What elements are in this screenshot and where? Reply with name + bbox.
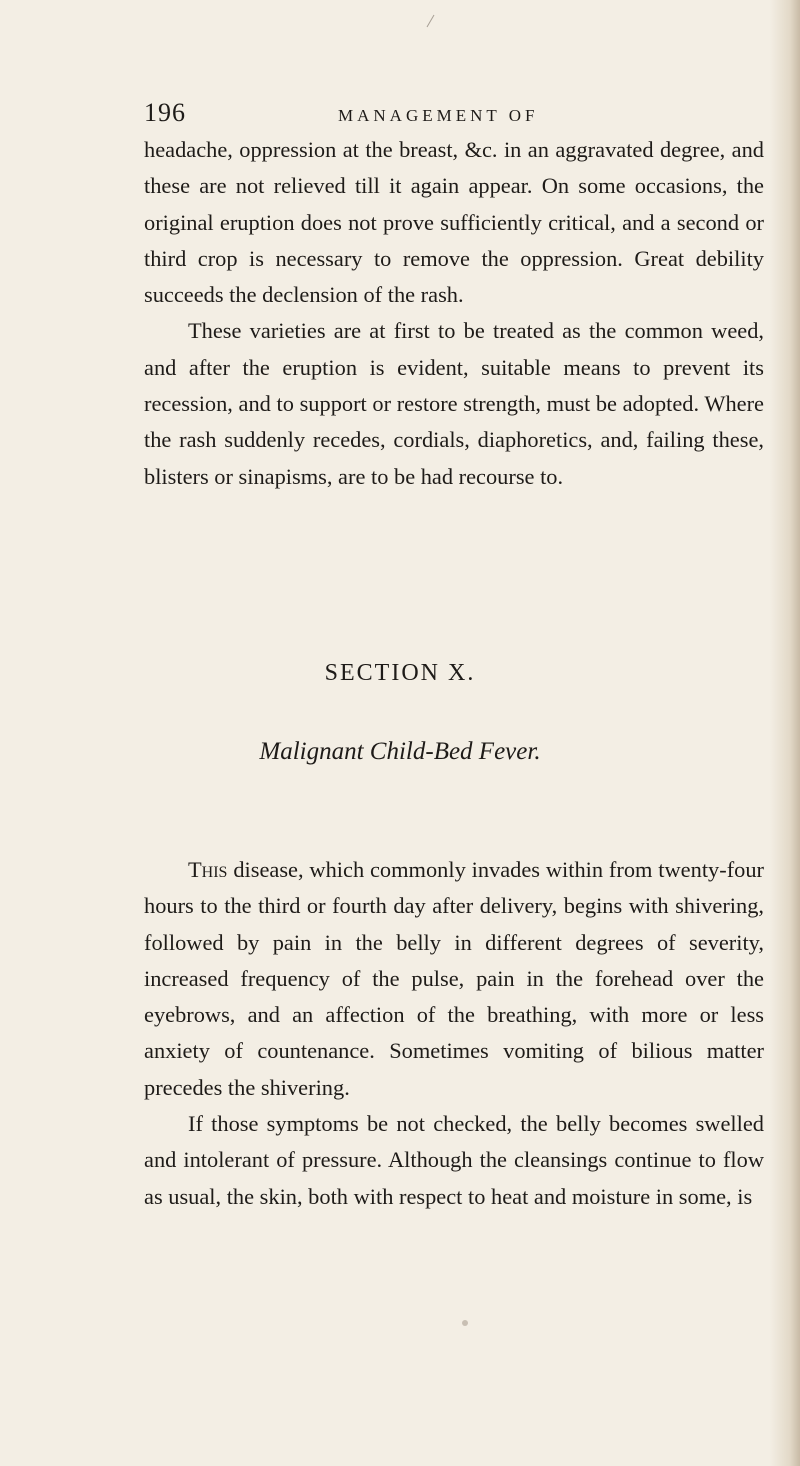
section-title: SECTION X. — [324, 660, 476, 686]
text-block-bottom — [144, 852, 764, 1215]
running-head: MANAGEMENT OF — [338, 106, 539, 125]
paragraph-disease-description — [144, 852, 764, 1106]
paragraph-symptoms: If those symptoms be not checked, the belly becomes swelled and intolerant of pressure. Although the cleansings continue to flow as usual, the skin, both with respect to heat and moisture in some, is — [144, 1111, 764, 1209]
pencil-mark — [427, 15, 435, 28]
paragraph-continued: headache, oppression at the breast, &c. in an aggravated degree, and these are not relieved till it again appear. On some occasions, the original eruption does not prove sufficiently critical, and a second or third crop is necessary to remove the oppression. Great debility succeeds the declension of the rash. — [144, 137, 764, 308]
paragraph-lead-word: This — [188, 857, 228, 882]
page-number: 196 — [144, 98, 186, 127]
paragraph-treatment: These varieties are at first to be treated as the common weed, and after the eruption is evident, suitable means to prevent its recession, and to support or restore strength, must be adopted. Where the rash suddenly recedes, cordials, diaphoretics, and, failing these, blisters or sinapisms, are to be had recourse to. — [144, 318, 764, 489]
section-subtitle: Malignant Child-Bed Fever. — [259, 738, 541, 765]
paper-spot — [462, 1320, 468, 1326]
text-block-top — [144, 132, 764, 495]
paragraph-body: disease, which commonly invades within from twenty-four hours to the third or fourth day after delivery, begins with shivering, followed by pain in the belly in different degrees of severity, increased frequency of the pulse, pain in the forehead over the eyebrows, and an affection of the breathing, with more or less anxiety of countenance. Sometimes vomiting of bilious matter precedes the shivering. — [144, 857, 764, 1100]
